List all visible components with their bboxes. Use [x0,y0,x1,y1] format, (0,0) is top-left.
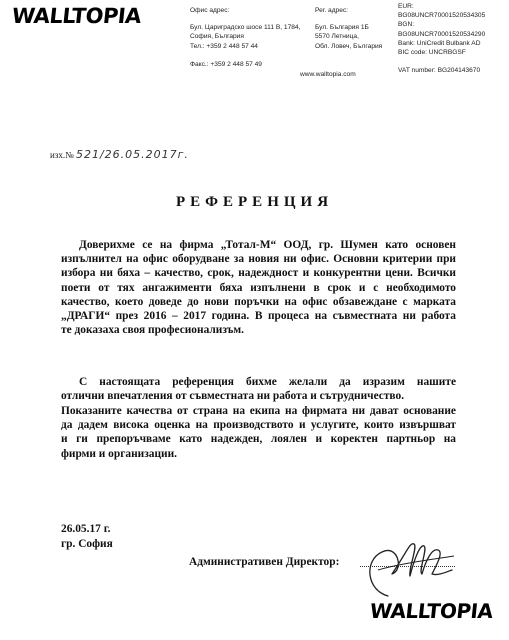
office-address-block [190,6,300,69]
website: www.walltopia.com [300,71,356,78]
bank-bgn-label: BGN: [398,21,415,29]
bic-code: BIC code: UNCRBGSF [398,49,466,57]
paragraph-line: С настоящата референция бихме желали да изразим нашите [79,376,456,388]
paragraph-line: качество, което доведе до нови поръчки на офис обзавеждане с марката [61,295,456,308]
reference-number [50,148,189,161]
office-street: Бул. Цариградско шосе 111 В, 1784, [190,24,301,32]
reg-address-label: Рег. адрес: [315,7,349,14]
bank-name: Bank: UniCredit Bulbank AD [398,39,481,47]
paragraph-line: фирми и организации. [61,447,178,460]
document-title: РЕФЕРЕНЦИЯ [175,194,334,210]
office-city: София, България [190,33,244,41]
paragraph-line: избора ни бяха – качество, срок, надеждност и конкурентни цени. Всички [61,267,456,280]
reg-city: 5570 Летница, [315,33,359,41]
signature-icon [348,530,458,602]
office-fax: Факс.: +359 2 448 57 49 [190,60,262,68]
paragraph-line: Показаните качества от страна на екипа на фирмата ни дават основание [61,405,456,417]
bank-eur-label: EUR: [398,3,414,10]
office-address-label: Офис адрес: [190,7,230,14]
reg-street: Бул. България 1Б [315,24,369,32]
paragraph-2 [61,375,456,403]
paragraph-line: „ДРАГИ“ през 2016 – 2017 година. В процеса на съвместната ни работа [61,310,456,323]
document-city: гр. София [61,538,113,550]
document-date: 26.05.17 г. [61,523,111,535]
director-label: Административен Директор: [189,556,340,568]
paragraph-line: отлични впечатления от съвместната ни работа и сътрудничество. [61,390,405,403]
company-logo: WALLTOPIA [10,4,143,28]
bank-eur-iban: BG08UNCR70001520534305 [398,12,486,20]
vat-number: VAT number: BG204143670 [398,67,481,75]
paragraph-line: и ги препоръчваме като надежден, лоялен и коректен партньор на [61,433,456,446]
office-phone: Тел.: +359 2 448 57 44 [190,42,258,50]
date-block [61,522,113,552]
paragraph-line: изпълнител на офис оборудване за новия ни офис. Основни критерии при [61,253,456,266]
reference-label: изх.№ [50,150,74,160]
paragraph-line: поети от тях ангажименти бяха изпълнени в срок и с необходимото [61,281,456,294]
reg-region: Обл. Ловеч, България [315,42,383,50]
bank-bgn-iban: BG08UNCR70001520534290 [398,30,486,38]
paragraph-1 [61,238,456,337]
paragraph-line: те доказаха своя професионализъм. [61,324,244,337]
bank-details-block [398,2,485,75]
stamp-logo: WALLTOPIA [368,599,494,623]
reg-address-block [315,6,382,51]
paragraph-line: да дадем висока оценка на производството и услугите, които извършват [61,419,456,432]
reference-handwritten: 521/26.05.2017г. [75,148,189,161]
paragraph-3 [61,404,456,461]
paragraph-line: Доверихме се на фирма „Тотал-М“ ООД, гр. Шумен като основен [79,239,456,251]
